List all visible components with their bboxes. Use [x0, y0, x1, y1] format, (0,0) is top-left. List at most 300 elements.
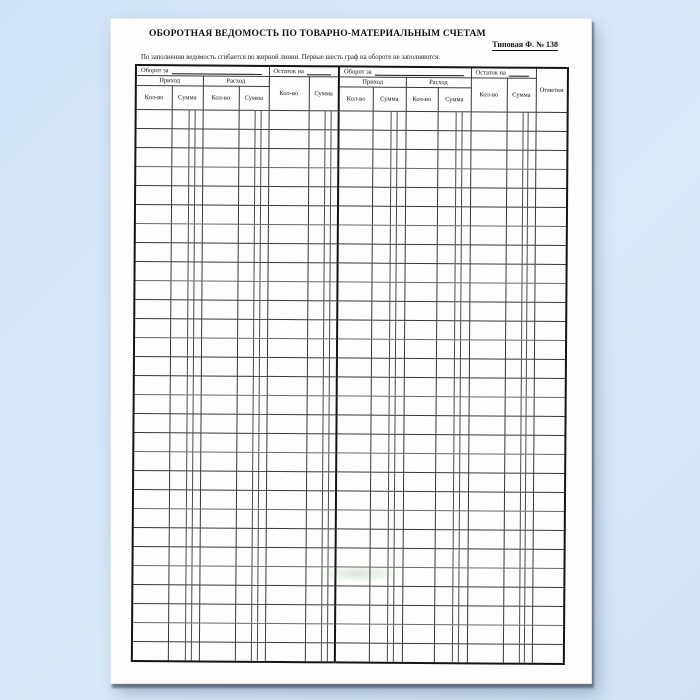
grid-cell — [504, 416, 533, 435]
grid-cell — [203, 110, 239, 129]
grid-cell — [534, 378, 566, 397]
grid-cell — [533, 530, 565, 549]
grid-cell — [133, 432, 169, 451]
grid-cell — [200, 414, 236, 433]
grid-cell — [336, 510, 370, 529]
grid-cell — [405, 187, 437, 206]
grid-cell — [236, 509, 266, 528]
grid-cell — [402, 586, 434, 605]
grid-row — [132, 641, 564, 664]
grid-cell — [506, 131, 535, 150]
grid-cell — [168, 604, 199, 623]
grid-cell — [135, 167, 171, 186]
grid-cell — [336, 548, 370, 567]
grid-cell — [134, 394, 170, 413]
grid-cell — [268, 129, 308, 148]
grid-cell — [506, 188, 535, 207]
grid-cell — [434, 606, 467, 625]
grid-cell — [371, 377, 404, 396]
grid-cell — [369, 643, 402, 663]
grid-cell — [434, 625, 467, 644]
grid-cell — [370, 529, 403, 548]
balance-label: Остаток на — [273, 67, 304, 75]
grid-cell — [404, 339, 436, 358]
grid-cell — [307, 377, 337, 396]
grid-cell — [403, 548, 435, 567]
grid-cell — [370, 548, 403, 567]
grid-cell — [200, 452, 236, 471]
grid-cell — [504, 473, 533, 492]
grid-cell — [470, 245, 506, 264]
grid-cell — [170, 376, 201, 395]
header-expense1-amount: Сумма — [239, 86, 269, 110]
grid-cell — [468, 435, 504, 454]
grid-cell — [200, 490, 236, 509]
grid-cell — [202, 129, 238, 148]
grid-cell — [404, 282, 436, 301]
header-balance2-amount: Сумма — [507, 78, 536, 112]
grid-cell — [136, 110, 172, 129]
grid-cell — [267, 300, 307, 319]
grid-cell — [202, 224, 238, 243]
grid-cell — [436, 302, 469, 321]
grid-cell — [338, 149, 372, 168]
grid-cell — [532, 568, 564, 587]
grid-cell — [201, 376, 237, 395]
grid-cell — [437, 150, 470, 169]
grid-cell — [236, 471, 266, 490]
grid-cell — [201, 319, 237, 338]
grid-cell — [336, 472, 370, 491]
grid-cell — [306, 453, 336, 472]
grid-cell — [436, 321, 469, 340]
grid-cell — [435, 549, 468, 568]
header-expense-1: Расход — [203, 76, 269, 86]
grid-cell — [468, 530, 504, 549]
grid-cell — [338, 168, 372, 187]
grid-cell — [266, 509, 306, 528]
grid-cell — [168, 623, 199, 642]
grid-cell — [236, 490, 266, 509]
grid-cell — [238, 167, 268, 186]
header-balance-1 — [269, 66, 339, 77]
grid-cell — [133, 489, 169, 508]
grid-cell — [370, 453, 403, 472]
grid-cell — [503, 606, 532, 625]
grid-cell — [372, 130, 405, 149]
grid-cell — [403, 491, 435, 510]
grid-cell — [135, 186, 171, 205]
grid-cell — [335, 567, 369, 586]
grid-cell — [438, 112, 471, 131]
grid-cell — [307, 282, 337, 301]
grid-cell — [306, 491, 336, 510]
grid-cell — [236, 452, 266, 471]
grid-cell — [405, 225, 437, 244]
grid-cell — [170, 319, 201, 338]
grid-cell — [265, 642, 305, 662]
grid-cell — [336, 491, 370, 510]
grid-cell — [305, 643, 335, 663]
grid-cell — [237, 319, 267, 338]
turnover-label: Оборот за — [343, 67, 372, 76]
grid-cell — [169, 490, 200, 509]
grid-cell — [201, 300, 237, 319]
grid-cell — [534, 340, 566, 359]
grid-cell — [202, 186, 238, 205]
grid-cell — [238, 224, 268, 243]
turnover-table — [131, 64, 569, 665]
grid-cell — [467, 644, 503, 664]
grid-cell — [469, 378, 505, 397]
grid-cell — [467, 568, 503, 587]
grid-cell — [370, 434, 403, 453]
grid-cell — [471, 112, 507, 131]
grid-cell — [369, 624, 402, 643]
grid-cell — [470, 169, 506, 188]
grid-cell — [434, 587, 467, 606]
grid-cell — [306, 548, 336, 567]
header-expense2-amount: Сумма — [438, 88, 471, 112]
grid-cell — [267, 357, 307, 376]
grid-cell — [503, 644, 532, 664]
grid-cell — [503, 625, 532, 644]
grid-cell — [134, 319, 170, 338]
grid-cell — [170, 357, 201, 376]
grid-cell — [372, 206, 405, 225]
blank-underline — [375, 68, 464, 76]
grid-cell — [504, 511, 533, 530]
grid-cell — [201, 357, 237, 376]
grid-cell — [403, 415, 435, 434]
grid-cell — [305, 605, 335, 624]
grid-cell — [403, 434, 435, 453]
grid-cell — [403, 529, 435, 548]
grid-cell — [170, 300, 201, 319]
grid-cell — [134, 375, 170, 394]
grid-cell — [404, 396, 436, 415]
grid-cell — [369, 586, 402, 605]
grid-cell — [237, 357, 267, 376]
grid-cell — [199, 566, 235, 585]
grid-cell — [335, 605, 369, 624]
grid-cell — [535, 207, 567, 226]
grid-cell — [436, 378, 469, 397]
grid-cell — [269, 110, 309, 129]
grid-cell — [265, 585, 305, 604]
grid-cell — [470, 150, 506, 169]
grid-cell — [237, 338, 267, 357]
grid-cell — [307, 358, 337, 377]
grid-cell — [370, 472, 403, 491]
grid-cell — [237, 376, 267, 395]
grid-cell — [268, 148, 308, 167]
grid-cell — [506, 245, 535, 264]
grid-cell — [170, 338, 201, 357]
grid-cell — [405, 130, 437, 149]
grid-cell — [468, 492, 504, 511]
instruction-note: По заполнении ведомость сгибается по жирной линии. Первые шесть граф на обороте не заполняются. — [141, 54, 440, 61]
grid-cell — [404, 301, 436, 320]
grid-cell — [266, 528, 306, 547]
grid-cell — [535, 150, 567, 169]
grid-cell — [266, 452, 306, 471]
grid-cell — [309, 111, 339, 130]
grid-cell — [306, 510, 336, 529]
grid-cell — [469, 321, 505, 340]
grid-cell — [266, 471, 306, 490]
grid-cell — [267, 281, 307, 300]
grid-cell — [307, 301, 337, 320]
grid-cell — [533, 473, 565, 492]
grid-cell — [134, 338, 170, 357]
grid-cell — [200, 471, 236, 490]
grid-cell — [434, 568, 467, 587]
grid-cell — [435, 530, 468, 549]
grid-cell — [435, 511, 468, 530]
header-expense2-qty: Кол-во — [406, 87, 438, 111]
grid-cell — [237, 395, 267, 414]
grid-cell — [470, 131, 506, 150]
grid-cell — [266, 414, 306, 433]
grid-cell — [133, 451, 169, 470]
grid-cell — [436, 340, 469, 359]
grid-cell — [236, 414, 266, 433]
grid-cell — [404, 377, 436, 396]
grid-cell — [239, 110, 269, 129]
grid-cell — [406, 111, 438, 130]
grid-cell — [435, 435, 468, 454]
grid-cell — [404, 358, 436, 377]
grid-cell — [135, 205, 171, 224]
grid-cell — [202, 148, 238, 167]
grid-cell — [337, 377, 371, 396]
header-income-1: Приход — [136, 76, 203, 86]
grid-cell — [371, 358, 404, 377]
grid-cell — [238, 129, 268, 148]
grid-cell — [308, 187, 338, 206]
grid-cell — [503, 568, 532, 587]
grid-cell — [267, 319, 307, 338]
grid-cell — [535, 169, 567, 188]
header-expense-2: Расход — [406, 77, 471, 87]
grid-cell — [403, 453, 435, 472]
grid-cell — [201, 338, 237, 357]
grid-cell — [405, 244, 437, 263]
grid-cell — [505, 321, 534, 340]
header-balance2-qty: Кол-во — [471, 78, 507, 112]
grid-cell — [405, 168, 437, 187]
grid-cell — [470, 226, 506, 245]
grid-cell — [201, 395, 237, 414]
grid-cell — [199, 604, 235, 623]
grid-cell — [235, 642, 265, 662]
grid-cell — [532, 587, 564, 606]
grid-cell — [308, 263, 338, 282]
grid-cell — [371, 396, 404, 415]
grid-cell — [373, 111, 406, 130]
grid-cell — [469, 340, 505, 359]
grid-cell — [506, 150, 535, 169]
grid-cell — [533, 416, 565, 435]
grid-cell — [436, 359, 469, 378]
header-income-2: Приход — [339, 77, 406, 87]
grid-cell — [171, 148, 202, 167]
grid-cell — [132, 603, 168, 622]
grid-cell — [169, 528, 200, 547]
grid-cell — [308, 130, 338, 149]
grid-cell — [403, 510, 435, 529]
grid-cell — [372, 168, 405, 187]
grid-cell — [507, 112, 536, 131]
grid-cell — [402, 643, 434, 663]
grid-cell — [469, 302, 505, 321]
grid-cell — [305, 586, 335, 605]
grid-cell — [437, 264, 470, 283]
grid-cell — [267, 376, 307, 395]
grid-cell — [268, 186, 308, 205]
grid-cell — [504, 530, 533, 549]
grid-cell — [505, 302, 534, 321]
grid-cell — [266, 490, 306, 509]
grid-cell — [169, 509, 200, 528]
grid-cell — [337, 339, 371, 358]
header-notes: Отметки — [536, 68, 568, 113]
grid-cell — [435, 492, 468, 511]
grid-cell — [171, 224, 202, 243]
grid-cell — [339, 111, 373, 130]
header-balance1-amount: Сумма — [309, 77, 339, 111]
blank-underline — [172, 67, 262, 75]
grid-cell — [338, 187, 372, 206]
header-expense1-qty: Кол-во — [203, 86, 239, 110]
grid-cell — [405, 263, 437, 282]
grid-cell — [470, 264, 506, 283]
grid-cell — [308, 149, 338, 168]
grid-cell — [535, 131, 567, 150]
grid-cell — [337, 301, 371, 320]
grid-cell — [504, 492, 533, 511]
grid-cell — [268, 224, 308, 243]
grid-cell — [171, 129, 202, 148]
grid-cell — [306, 415, 336, 434]
grid-cell — [467, 606, 503, 625]
grid-cell — [402, 605, 434, 624]
grid-cell — [169, 414, 200, 433]
grid-cell — [372, 225, 405, 244]
blank-underline — [509, 69, 529, 76]
grid-cell — [134, 262, 170, 281]
grid-cell — [338, 225, 372, 244]
grid-cell — [369, 567, 402, 586]
header-income1-qty: Кол-во — [136, 86, 172, 110]
grid-cell — [405, 206, 437, 225]
grid-cell — [236, 528, 266, 547]
grid-cell — [337, 320, 371, 339]
grid-cell — [371, 339, 404, 358]
grid-cell — [467, 625, 503, 644]
grid-cell — [437, 207, 470, 226]
grid-cell — [402, 624, 434, 643]
grid-cell — [335, 624, 369, 643]
grid-cell — [307, 339, 337, 358]
grid-cell — [338, 244, 372, 263]
grid-cell — [437, 169, 470, 188]
grid-cell — [335, 586, 369, 605]
grid-cell — [199, 642, 235, 662]
grid-cell — [532, 606, 564, 625]
grid-cell — [336, 434, 370, 453]
header-balance-2 — [471, 67, 536, 78]
grid-cell — [168, 547, 199, 566]
grid-cell — [308, 225, 338, 244]
blank-underline — [307, 68, 331, 75]
grid-cell — [132, 584, 168, 603]
form-code: Типовая Ф. № 138 — [492, 40, 558, 49]
grid-cell — [404, 320, 436, 339]
header-balance1-qty: Кол-во — [269, 76, 309, 110]
grid-cell — [268, 262, 308, 281]
grid-cell — [202, 167, 238, 186]
grid-cell — [504, 549, 533, 568]
grid-cell — [506, 226, 535, 245]
grid-cell — [405, 149, 437, 168]
grid-cell — [468, 416, 504, 435]
grid-cell — [534, 302, 566, 321]
grid-cell — [335, 643, 369, 663]
grid-cell — [133, 527, 169, 546]
grid-cell — [436, 283, 469, 302]
header-income2-qty: Кол-во — [339, 87, 373, 111]
grid-cell — [506, 207, 535, 226]
grid-cell — [201, 281, 237, 300]
grid-cell — [170, 395, 201, 414]
grid-cell — [134, 356, 170, 375]
grid-cell — [168, 585, 199, 604]
grid-cell — [336, 529, 370, 548]
grid-cell — [170, 281, 201, 300]
grid-cell — [504, 454, 533, 473]
grid-cell — [468, 549, 504, 568]
grid-cell — [238, 148, 268, 167]
grid-cell — [135, 243, 171, 262]
grid-cell — [372, 263, 405, 282]
grid-cell — [133, 508, 169, 527]
grid-cell — [370, 415, 403, 434]
grid-cell — [135, 129, 171, 148]
grid-cell — [135, 148, 171, 167]
grid-cell — [533, 511, 565, 530]
grid-cell — [336, 453, 370, 472]
grid-cell — [199, 585, 235, 604]
grid-cell — [470, 188, 506, 207]
grid-cell — [467, 587, 503, 606]
grid-cell — [308, 244, 338, 263]
grid-cell — [535, 188, 567, 207]
grid-cell — [534, 321, 566, 340]
grid-cell — [200, 509, 236, 528]
grid-cell — [268, 243, 308, 262]
grid-cell — [532, 644, 564, 664]
header-income1-amount: Сумма — [172, 86, 203, 110]
grid-cell — [200, 433, 236, 452]
grid-cell — [132, 641, 168, 661]
grid-cell — [235, 585, 265, 604]
grid-cell — [371, 282, 404, 301]
grid-cell — [235, 547, 265, 566]
grid-cell — [372, 187, 405, 206]
grid-cell — [237, 281, 267, 300]
